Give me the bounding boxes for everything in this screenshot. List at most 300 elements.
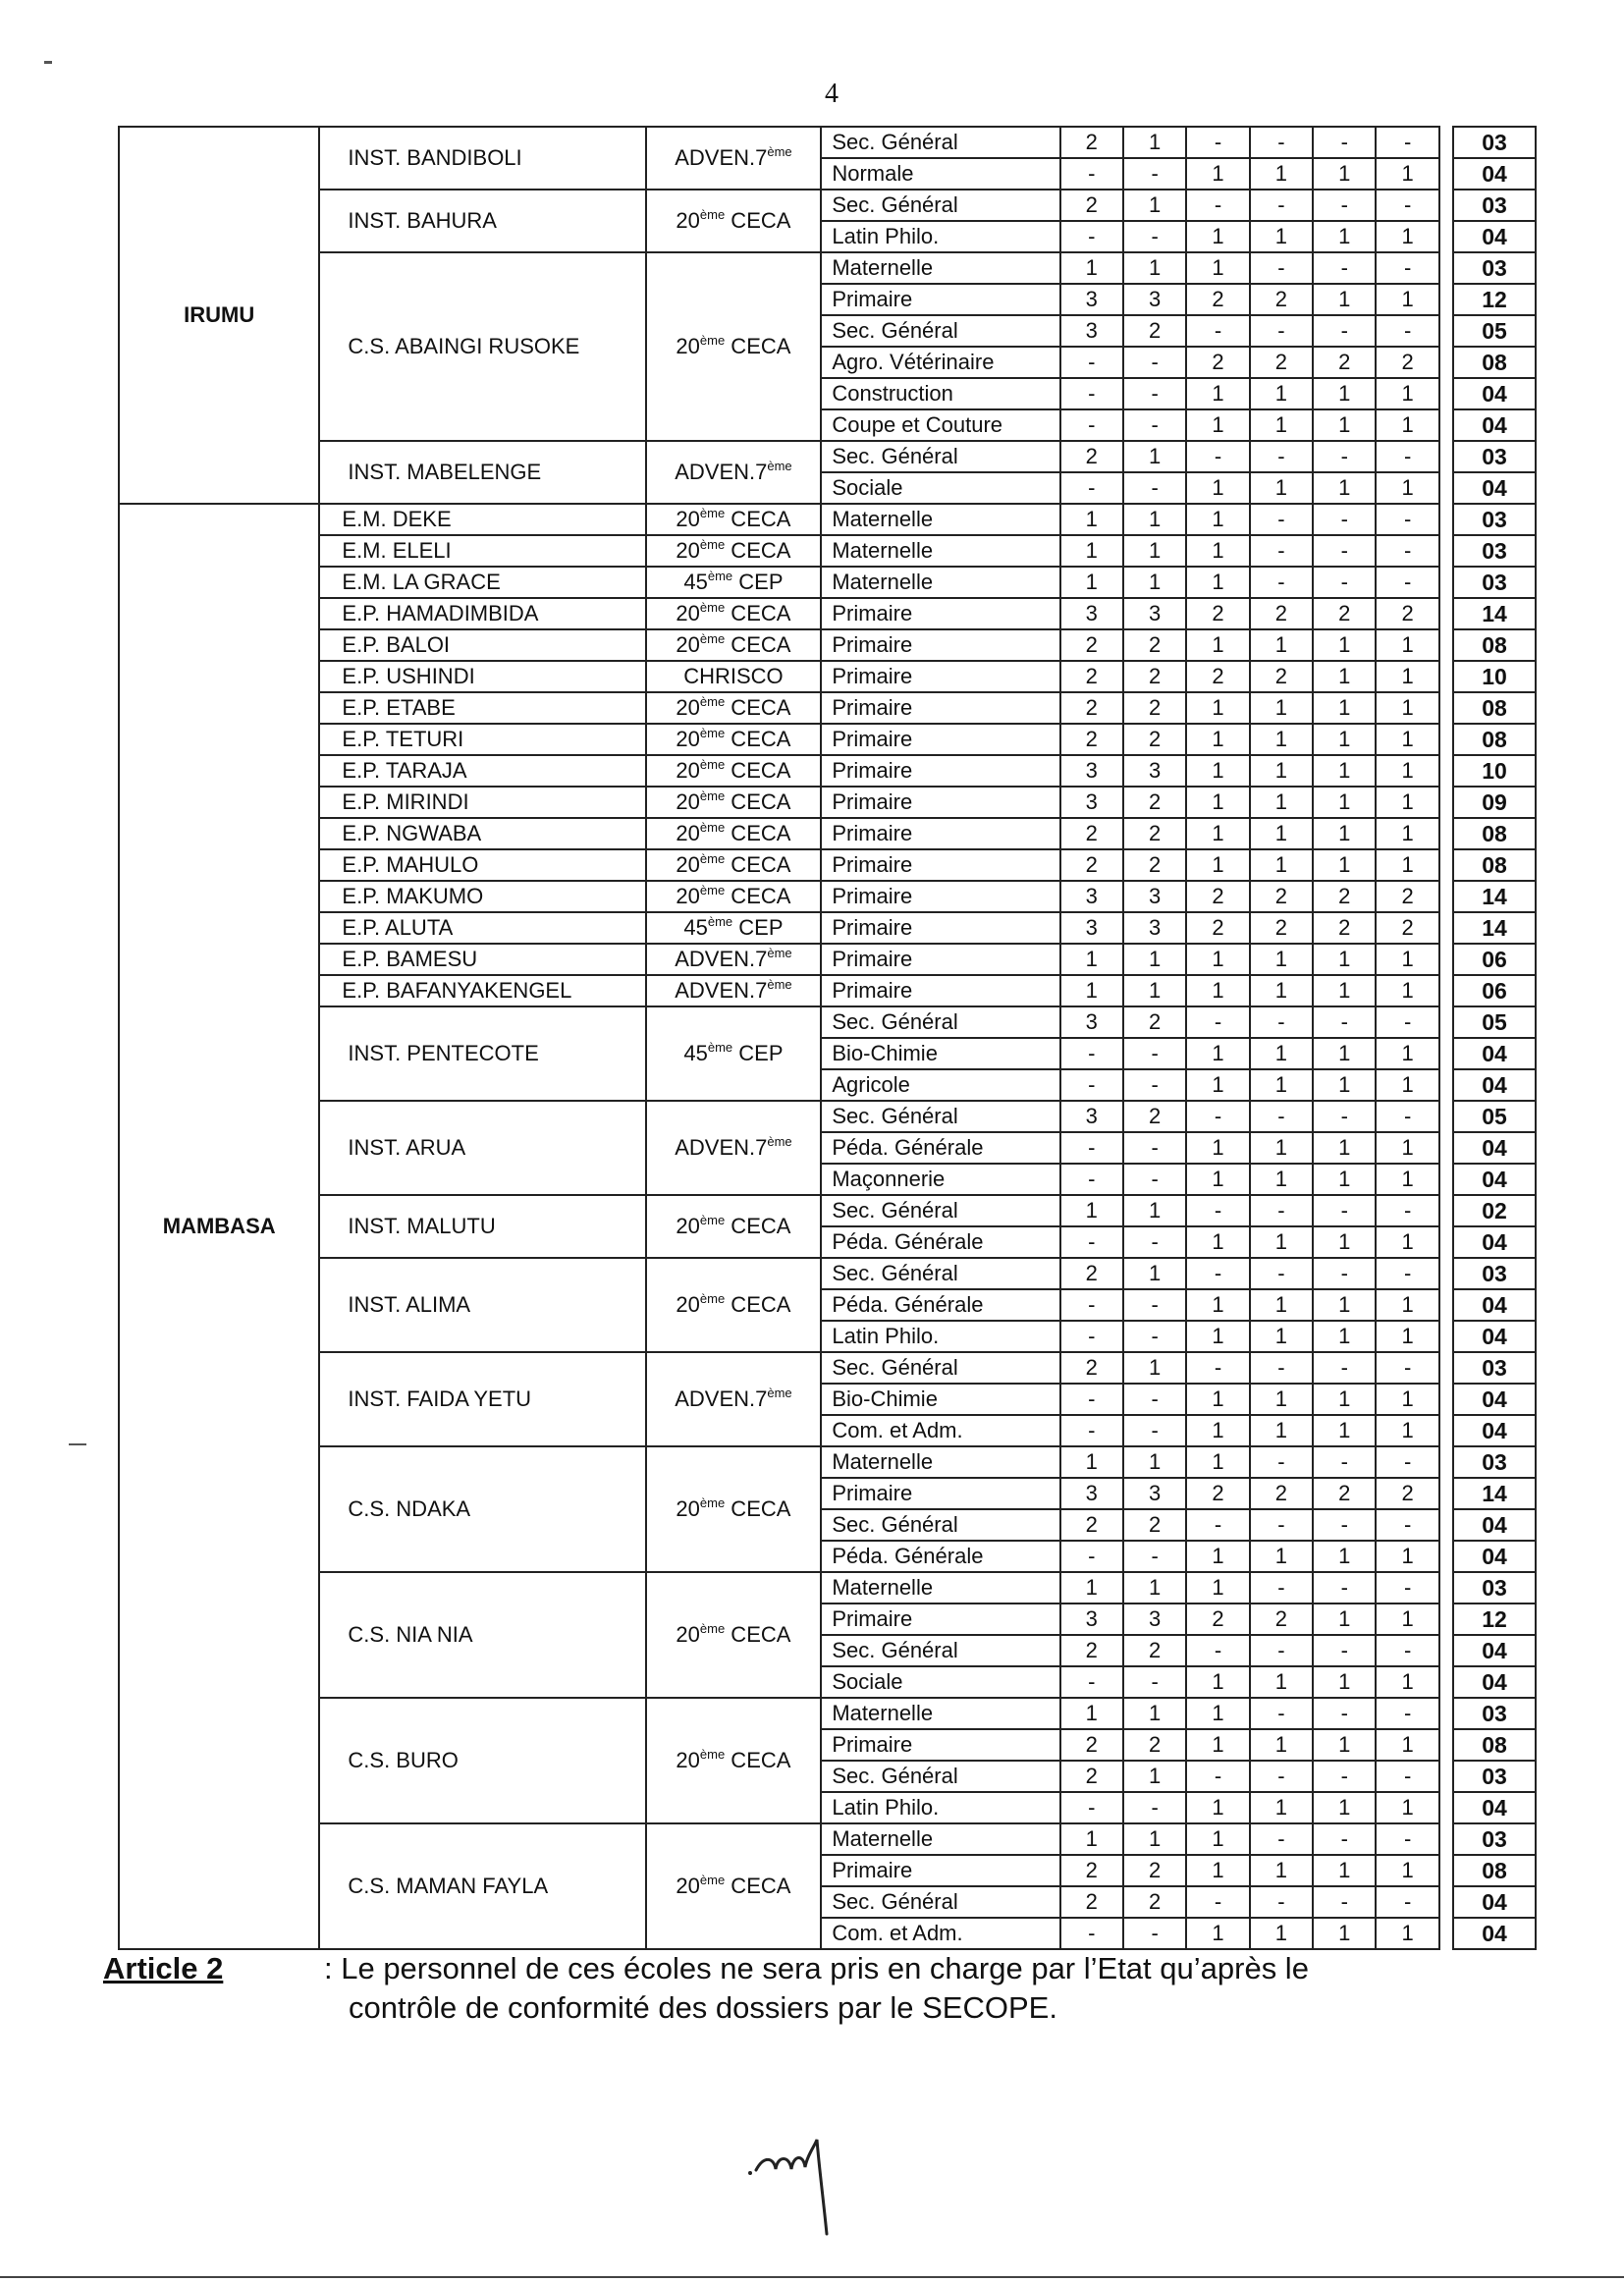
class-count-cell: - — [1060, 1132, 1123, 1164]
class-count-cell: - — [1186, 1006, 1249, 1038]
class-count-cell: - — [1313, 1446, 1376, 1478]
convention-cell — [646, 849, 822, 881]
class-count-cell: - — [1123, 1792, 1186, 1823]
class-count-cell: 1 — [1250, 975, 1313, 1006]
class-count-cell: 1 — [1060, 1195, 1123, 1226]
school-name: E.P. USHINDI — [319, 661, 645, 692]
class-count-cell: 1 — [1250, 409, 1313, 441]
class-count-cell: 1 — [1313, 1069, 1376, 1101]
class-count-cell: - — [1376, 1101, 1438, 1132]
option-cell: Maternelle — [821, 567, 1059, 598]
spacer-cell — [1439, 1446, 1453, 1478]
convention-superscript: ème — [699, 1495, 726, 1510]
class-count-cell: - — [1060, 1541, 1123, 1572]
spacer-cell — [1439, 472, 1453, 504]
class-count-cell: - — [1313, 441, 1376, 472]
option-cell: Primaire — [821, 1729, 1059, 1761]
class-count-cell: 2 — [1060, 127, 1123, 158]
convention-text: 20 — [676, 695, 700, 720]
class-count-cell: - — [1123, 1164, 1186, 1195]
class-count-cell: - — [1376, 504, 1438, 535]
school-name: INST. BAHURA — [319, 190, 645, 252]
school-name: E.P. NGWABA — [319, 818, 645, 849]
convention-cell — [646, 535, 822, 567]
convention-text: 20 — [676, 821, 700, 845]
total-cell: 04 — [1453, 221, 1536, 252]
class-count-cell: - — [1250, 127, 1313, 158]
convention-cell — [646, 127, 822, 190]
total-cell: 06 — [1453, 975, 1536, 1006]
convention-suffix: CECA — [725, 758, 791, 783]
class-count-cell: - — [1060, 1321, 1123, 1352]
class-count-cell: - — [1186, 1101, 1249, 1132]
class-count-cell: - — [1250, 1446, 1313, 1478]
option-cell: Maternelle — [821, 252, 1059, 284]
class-count-cell: 1 — [1186, 1541, 1249, 1572]
class-count-cell: 1 — [1313, 661, 1376, 692]
class-count-cell: - — [1376, 1509, 1438, 1541]
class-count-cell: 3 — [1123, 755, 1186, 787]
class-count-cell: - — [1250, 1761, 1313, 1792]
total-cell: 03 — [1453, 1352, 1536, 1384]
table-row — [119, 535, 1536, 567]
class-count-cell: 1 — [1186, 1855, 1249, 1886]
class-count-cell: - — [1250, 1101, 1313, 1132]
class-count-cell: 1 — [1313, 221, 1376, 252]
convention-superscript: ème — [699, 788, 726, 803]
school-name: C.S. NIA NIA — [319, 1572, 645, 1698]
convention-superscript: ème — [699, 1621, 726, 1636]
spacer-cell — [1439, 252, 1453, 284]
convention-cell — [646, 252, 822, 441]
spacer-cell — [1439, 598, 1453, 629]
class-count-cell: 1 — [1123, 252, 1186, 284]
spacer-cell — [1439, 1918, 1453, 1949]
class-count-cell: 1 — [1376, 849, 1438, 881]
class-count-cell: 2 — [1376, 347, 1438, 378]
convention-text: ADVEN.7 — [675, 1386, 768, 1411]
convention-cell — [646, 944, 822, 975]
total-cell: 03 — [1453, 1823, 1536, 1855]
option-cell: Maternelle — [821, 1698, 1059, 1729]
table-row — [119, 692, 1536, 724]
class-count-cell: 1 — [1250, 1132, 1313, 1164]
class-count-cell: - — [1313, 252, 1376, 284]
convention-superscript: ème — [699, 506, 726, 520]
class-count-cell: - — [1376, 1761, 1438, 1792]
spacer-cell — [1439, 504, 1453, 535]
spacer-cell — [1439, 1164, 1453, 1195]
class-count-cell: 1 — [1313, 284, 1376, 315]
class-count-cell: 1 — [1123, 127, 1186, 158]
option-cell: Primaire — [821, 755, 1059, 787]
class-count-cell: 2 — [1186, 598, 1249, 629]
class-count-cell: 1 — [1186, 1226, 1249, 1258]
convention-superscript: ème — [699, 851, 726, 866]
convention-cell — [646, 755, 822, 787]
school-name: INST. PENTECOTE — [319, 1006, 645, 1101]
convention-superscript: ème — [699, 694, 726, 709]
total-cell: 08 — [1453, 818, 1536, 849]
school-name: INST. MALUTU — [319, 1195, 645, 1258]
total-cell: 08 — [1453, 1855, 1536, 1886]
table-row — [119, 629, 1536, 661]
school-name: E.P. ALUTA — [319, 912, 645, 944]
spacer-cell — [1439, 1509, 1453, 1541]
class-count-cell: 1 — [1186, 535, 1249, 567]
total-cell: 04 — [1453, 1132, 1536, 1164]
spacer-cell — [1439, 1855, 1453, 1886]
spacer-cell — [1439, 881, 1453, 912]
table-row — [119, 441, 1536, 472]
spacer-cell — [1439, 1886, 1453, 1918]
total-cell: 03 — [1453, 1698, 1536, 1729]
class-count-cell: 1 — [1186, 787, 1249, 818]
convention-text: ADVEN.7 — [675, 947, 768, 971]
article-label: Article 2 — [103, 1951, 224, 1985]
class-count-cell: 1 — [1313, 1666, 1376, 1698]
convention-suffix: CECA — [725, 208, 791, 233]
class-count-cell: - — [1123, 1541, 1186, 1572]
school-name: C.S. BURO — [319, 1698, 645, 1823]
class-count-cell: 1 — [1250, 1666, 1313, 1698]
class-count-cell: - — [1376, 1446, 1438, 1478]
option-cell: Agro. Vétérinaire — [821, 347, 1059, 378]
article-text-line-2: contrôle de conformité des dossiers par le SECOPE. — [349, 1990, 1057, 2025]
class-count-cell: 1 — [1060, 975, 1123, 1006]
class-count-cell: 2 — [1376, 1478, 1438, 1509]
convention-text: ADVEN.7 — [675, 460, 768, 484]
class-count-cell: 1 — [1376, 221, 1438, 252]
class-count-cell: 1 — [1060, 944, 1123, 975]
class-count-cell: 1 — [1313, 1541, 1376, 1572]
spacer-cell — [1439, 1069, 1453, 1101]
table-row — [119, 598, 1536, 629]
convention-text: 45 — [683, 915, 708, 940]
total-cell: 04 — [1453, 1918, 1536, 1949]
total-cell: 04 — [1453, 1635, 1536, 1666]
spacer-cell — [1439, 409, 1453, 441]
total-cell: 14 — [1453, 881, 1536, 912]
class-count-cell: 1 — [1313, 1918, 1376, 1949]
school-name: E.P. BAMESU — [319, 944, 645, 975]
class-count-cell: - — [1313, 190, 1376, 221]
convention-text: 20 — [676, 727, 700, 751]
total-cell: 04 — [1453, 1069, 1536, 1101]
class-count-cell: - — [1060, 1666, 1123, 1698]
table-row — [119, 1006, 1536, 1038]
class-count-cell: - — [1250, 1258, 1313, 1289]
class-count-cell: 1 — [1186, 158, 1249, 190]
class-count-cell: - — [1376, 1698, 1438, 1729]
spacer-cell — [1439, 1729, 1453, 1761]
table-row — [119, 1101, 1536, 1132]
school-name: INST. MABELENGE — [319, 441, 645, 504]
class-count-cell: 2 — [1060, 1509, 1123, 1541]
class-count-cell: - — [1376, 1258, 1438, 1289]
class-count-cell: 1 — [1186, 252, 1249, 284]
option-cell: Sec. Général — [821, 127, 1059, 158]
option-cell: Sec. Général — [821, 1761, 1059, 1792]
school-name: E.P. MIRINDI — [319, 787, 645, 818]
school-name: E.P. BALOI — [319, 629, 645, 661]
district-cell: IRUMU — [119, 127, 319, 504]
class-count-cell: 1 — [1313, 378, 1376, 409]
class-count-cell: 1 — [1376, 1289, 1438, 1321]
class-count-cell: 1 — [1313, 1384, 1376, 1415]
option-cell: Primaire — [821, 1855, 1059, 1886]
class-count-cell: - — [1250, 1635, 1313, 1666]
spacer-cell — [1439, 315, 1453, 347]
class-count-cell: - — [1313, 1509, 1376, 1541]
class-count-cell: 1 — [1376, 378, 1438, 409]
school-name: E.P. BAFANYAKENGEL — [319, 975, 645, 1006]
class-count-cell: 1 — [1313, 1321, 1376, 1352]
school-name: E.M. LA GRACE — [319, 567, 645, 598]
school-name: INST. ALIMA — [319, 1258, 645, 1352]
class-count-cell: 1 — [1313, 1226, 1376, 1258]
spacer-cell — [1439, 975, 1453, 1006]
convention-superscript: ème — [699, 883, 726, 897]
class-count-cell: 2 — [1060, 1635, 1123, 1666]
class-count-cell: - — [1376, 1886, 1438, 1918]
spacer-cell — [1439, 1226, 1453, 1258]
class-count-cell: 1 — [1186, 818, 1249, 849]
class-count-cell: 1 — [1186, 1164, 1249, 1195]
convention-suffix: CECA — [725, 1622, 791, 1647]
class-count-cell: 1 — [1186, 692, 1249, 724]
class-count-cell: 1 — [1123, 975, 1186, 1006]
class-count-cell: 1 — [1376, 818, 1438, 849]
class-count-cell: - — [1123, 1289, 1186, 1321]
class-count-cell: - — [1250, 1509, 1313, 1541]
convention-text: 45 — [683, 1041, 708, 1065]
class-count-cell: 2 — [1060, 441, 1123, 472]
class-count-cell: - — [1250, 535, 1313, 567]
class-count-cell: - — [1376, 1823, 1438, 1855]
class-count-cell: 1 — [1376, 1132, 1438, 1164]
class-count-cell: 1 — [1186, 409, 1249, 441]
convention-cell — [646, 975, 822, 1006]
class-count-cell: - — [1376, 127, 1438, 158]
convention-superscript: ème — [767, 977, 792, 992]
option-cell: Primaire — [821, 692, 1059, 724]
class-count-cell: 1 — [1376, 1384, 1438, 1415]
class-count-cell: 2 — [1123, 1006, 1186, 1038]
total-cell: 04 — [1453, 472, 1536, 504]
class-count-cell: - — [1186, 1352, 1249, 1384]
spacer-cell — [1439, 629, 1453, 661]
class-count-cell: 1 — [1060, 567, 1123, 598]
spacer-cell — [1439, 1258, 1453, 1289]
table-row — [119, 1446, 1536, 1478]
class-count-cell: 1 — [1186, 378, 1249, 409]
convention-text: ADVEN.7 — [675, 978, 768, 1003]
option-cell: Latin Philo. — [821, 1321, 1059, 1352]
class-count-cell: 2 — [1060, 629, 1123, 661]
spacer-cell — [1439, 724, 1453, 755]
class-count-cell: 1 — [1060, 1572, 1123, 1604]
convention-superscript: ème — [699, 1873, 726, 1887]
total-cell: 08 — [1453, 629, 1536, 661]
option-cell: Sec. Général — [821, 1006, 1059, 1038]
class-count-cell: - — [1376, 441, 1438, 472]
convention-suffix: CECA — [725, 1874, 791, 1898]
class-count-cell: - — [1060, 1164, 1123, 1195]
convention-text: ADVEN.7 — [675, 145, 768, 170]
class-count-cell: - — [1313, 1635, 1376, 1666]
class-count-cell: - — [1060, 1069, 1123, 1101]
total-cell: 03 — [1453, 252, 1536, 284]
convention-text: 20 — [676, 1622, 700, 1647]
class-count-cell: 3 — [1060, 284, 1123, 315]
class-count-cell: 1 — [1313, 818, 1376, 849]
class-count-cell: - — [1060, 158, 1123, 190]
total-cell: 04 — [1453, 1226, 1536, 1258]
school-name: C.S. NDAKA — [319, 1446, 645, 1572]
class-count-cell: 1 — [1186, 1321, 1249, 1352]
convention-cell — [646, 724, 822, 755]
convention-cell — [646, 692, 822, 724]
class-count-cell: - — [1186, 1761, 1249, 1792]
convention-text: 20 — [676, 601, 700, 625]
class-count-cell: 2 — [1186, 347, 1249, 378]
total-cell: 03 — [1453, 190, 1536, 221]
school-name: E.P. ETABE — [319, 692, 645, 724]
table-row — [119, 190, 1536, 221]
class-count-cell: 1 — [1186, 567, 1249, 598]
class-count-cell: 1 — [1060, 252, 1123, 284]
total-cell: 04 — [1453, 1384, 1536, 1415]
total-cell: 04 — [1453, 1886, 1536, 1918]
class-count-cell: 1 — [1123, 1258, 1186, 1289]
convention-suffix: CECA — [725, 1214, 791, 1238]
convention-cell — [646, 661, 822, 692]
class-count-cell: - — [1186, 315, 1249, 347]
option-cell: Construction — [821, 378, 1059, 409]
convention-cell — [646, 1572, 822, 1698]
class-count-cell: - — [1376, 315, 1438, 347]
class-count-cell: 1 — [1376, 284, 1438, 315]
spacer-cell — [1439, 1823, 1453, 1855]
total-cell: 03 — [1453, 504, 1536, 535]
convention-suffix: CECA — [725, 632, 791, 657]
school-name: E.P. TARAJA — [319, 755, 645, 787]
schools-table — [118, 126, 1537, 1950]
class-count-cell: - — [1186, 127, 1249, 158]
total-cell: 10 — [1453, 755, 1536, 787]
class-count-cell: 1 — [1186, 472, 1249, 504]
class-count-cell: 1 — [1313, 975, 1376, 1006]
class-count-cell: 1 — [1186, 221, 1249, 252]
table-row — [119, 724, 1536, 755]
convention-text: 45 — [683, 570, 708, 594]
convention-text: 20 — [676, 632, 700, 657]
class-count-cell: 1 — [1186, 1446, 1249, 1478]
option-cell: Péda. Générale — [821, 1132, 1059, 1164]
class-count-cell: - — [1060, 1038, 1123, 1069]
option-cell: Péda. Générale — [821, 1226, 1059, 1258]
class-count-cell: 1 — [1313, 158, 1376, 190]
class-count-cell: 2 — [1250, 598, 1313, 629]
class-count-cell: 1 — [1250, 1384, 1313, 1415]
class-count-cell: 1 — [1313, 629, 1376, 661]
convention-suffix: CECA — [725, 727, 791, 751]
class-count-cell: - — [1313, 504, 1376, 535]
class-count-cell: 2 — [1186, 1604, 1249, 1635]
spacer-cell — [1439, 1572, 1453, 1604]
option-cell: Normale — [821, 158, 1059, 190]
class-count-cell: 1 — [1250, 158, 1313, 190]
class-count-cell: 1 — [1376, 661, 1438, 692]
total-cell: 14 — [1453, 598, 1536, 629]
class-count-cell: - — [1123, 347, 1186, 378]
option-cell: Sec. Général — [821, 1886, 1059, 1918]
table-row — [119, 755, 1536, 787]
class-count-cell: - — [1313, 535, 1376, 567]
class-count-cell: - — [1123, 1415, 1186, 1446]
convention-cell — [646, 1823, 822, 1949]
class-count-cell: - — [1313, 1195, 1376, 1226]
spacer-cell — [1439, 1352, 1453, 1384]
total-cell: 04 — [1453, 1415, 1536, 1446]
class-count-cell: - — [1060, 1792, 1123, 1823]
class-count-cell: 2 — [1376, 598, 1438, 629]
spacer-cell — [1439, 127, 1453, 158]
class-count-cell: 1 — [1250, 1226, 1313, 1258]
convention-suffix: CEP — [732, 915, 784, 940]
class-count-cell: 2 — [1123, 1101, 1186, 1132]
class-count-cell: 2 — [1060, 724, 1123, 755]
class-count-cell: 1 — [1123, 535, 1186, 567]
class-count-cell: - — [1123, 1384, 1186, 1415]
convention-cell — [646, 629, 822, 661]
class-count-cell: 1 — [1313, 409, 1376, 441]
class-count-cell: 2 — [1313, 1478, 1376, 1509]
total-cell: 04 — [1453, 1541, 1536, 1572]
table-row — [119, 252, 1536, 284]
table-row — [119, 912, 1536, 944]
option-cell: Sec. Général — [821, 1258, 1059, 1289]
spacer-cell — [1439, 284, 1453, 315]
convention-suffix: CECA — [725, 1748, 791, 1772]
spacer-cell — [1439, 1101, 1453, 1132]
option-cell: Bio-Chimie — [821, 1038, 1059, 1069]
convention-cell — [646, 881, 822, 912]
class-count-cell: - — [1313, 1352, 1376, 1384]
option-cell: Péda. Générale — [821, 1541, 1059, 1572]
spacer-cell — [1439, 158, 1453, 190]
class-count-cell: 2 — [1123, 1509, 1186, 1541]
convention-superscript: ème — [767, 459, 792, 473]
class-count-cell: 2 — [1123, 787, 1186, 818]
convention-superscript: ème — [707, 914, 733, 929]
class-count-cell: 1 — [1376, 1918, 1438, 1949]
table-row — [119, 944, 1536, 975]
convention-superscript: ème — [699, 820, 726, 835]
convention-text: 20 — [676, 1214, 700, 1238]
class-count-cell: 1 — [1376, 692, 1438, 724]
convention-suffix: CEP — [732, 570, 784, 594]
option-cell: Primaire — [821, 1478, 1059, 1509]
convention-text: 20 — [676, 1496, 700, 1521]
class-count-cell: - — [1060, 472, 1123, 504]
school-name: E.P. MAKUMO — [319, 881, 645, 912]
class-count-cell: 1 — [1186, 1698, 1249, 1729]
option-cell: Primaire — [821, 849, 1059, 881]
article-text: : Le personnel de ces écoles ne sera pris en charge par l’Etat qu’après le — [324, 1951, 1309, 1985]
convention-superscript: ème — [699, 537, 726, 552]
